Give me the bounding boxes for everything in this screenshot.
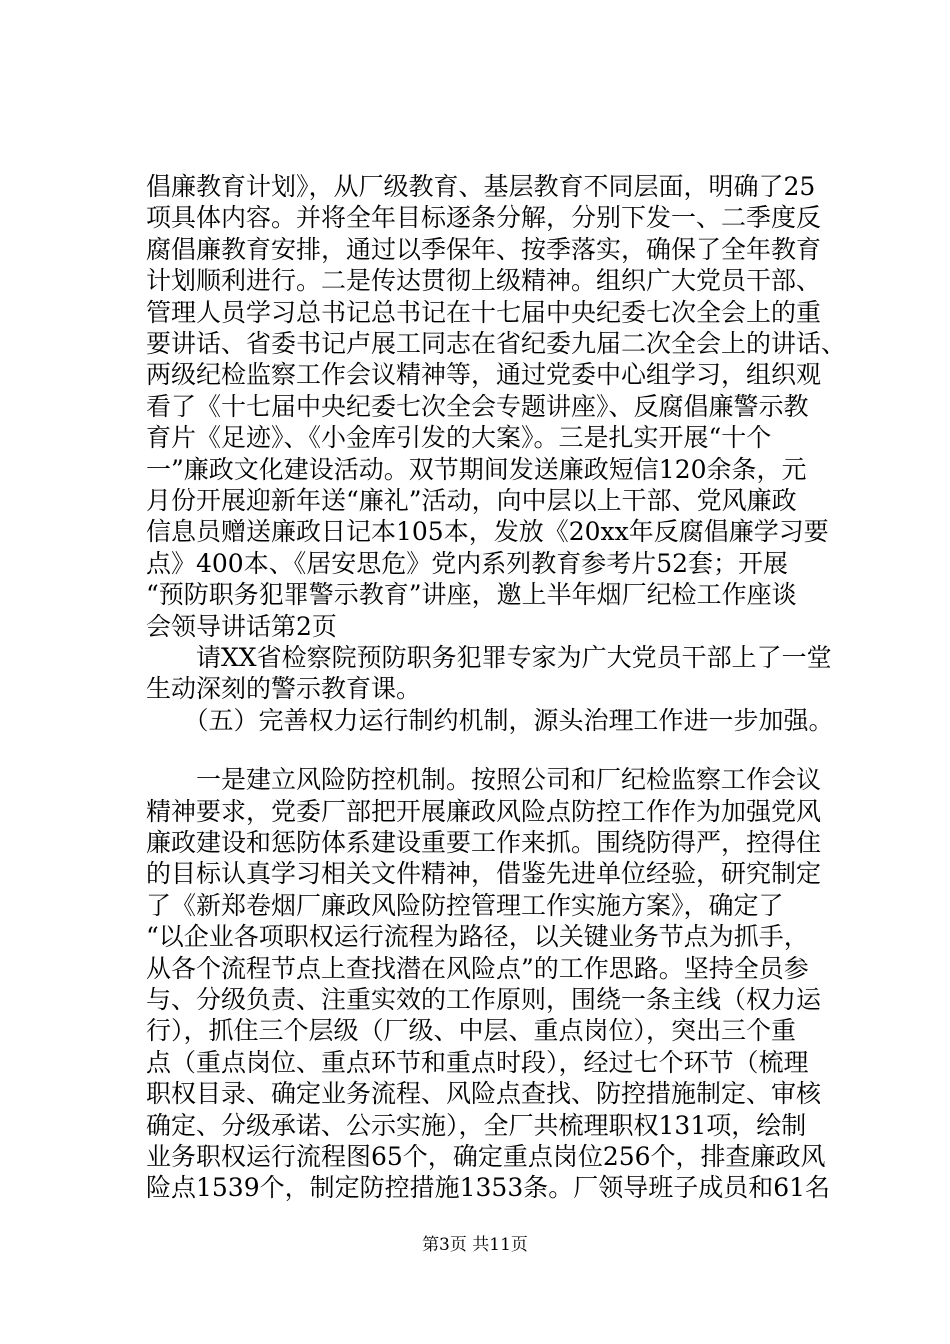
- text-line: 管理人员学习总书记总书记在十七届中央纪委七次全会上的重: [146, 298, 822, 327]
- text-line: 与、分级负责、注重实效的工作原则，围绕一条主线（权力运: [146, 985, 822, 1014]
- page-footer: 第3页 共11页: [422, 1235, 528, 1255]
- text-line: 行），抓住三个层级（厂级、中层、重点岗位），突出三个重: [146, 1016, 797, 1045]
- text-line: 要讲话、省委书记卢展工同志在省纪委九届二次全会上的讲话、: [146, 329, 847, 358]
- text-line: 确定、分级承诺、公示实施），全厂共梳理职权131项，绘制: [146, 1111, 807, 1140]
- text-line: 一”廉政文化建设活动。双节期间发送廉政短信120余条，元: [146, 455, 807, 484]
- text-line: “以企业各项职权运行流程为路径，以关键业务节点为抓手，: [146, 922, 809, 951]
- text-line: 请XX省检察院预防职务犯罪专家为广大党员干部上了一堂: [146, 643, 832, 672]
- section-heading: （五）完善权力运行制约机制，源头治理工作进一步加强。: [146, 706, 834, 735]
- text-line: “预防职务犯罪警示教育”讲座，邀上半年烟厂纪检工作座谈: [146, 580, 797, 609]
- text-line: 险点1539个，制定防控措施1353条。厂领导班子成员和61名: [146, 1173, 831, 1202]
- text-line: 看了《十七届中央纪委七次全会专题讲座》、反腐倡廉警示教: [146, 392, 809, 421]
- text-line: 点》400本、《居安思危》党内系列教育参考片52套；开展: [146, 549, 789, 578]
- text-line: 计划顺利进行。二是传达贯彻上级精神。组织广大党员干部、: [146, 266, 822, 295]
- text-line: 育片《足迹》、《小金库引发的大案》。三是扎实开展“十个: [146, 423, 772, 452]
- text-line: 精神要求，党委厂部把开展廉政风险点防控工作作为加强党风: [146, 797, 822, 826]
- text-line: 腐倡廉教育安排，通过以季保年、按季落实，确保了全年教育: [146, 235, 822, 264]
- text-line: 倡廉教育计划》，从厂级教育、基层教育不同层面，明确了25: [146, 172, 816, 201]
- text-line: 了《新郑卷烟厂廉政风险防控管理工作实施方案》，确定了: [146, 891, 784, 920]
- text-line: 信息员赠送廉政日记本105本，发放《20xx年反腐倡廉学习要: [146, 517, 829, 546]
- text-line: 点（重点岗位、重点环节和重点时段），经过七个环节（梳理: [146, 1048, 809, 1077]
- text-line: 项具体内容。并将全年目标逐条分解，分别下发一、二季度反: [146, 203, 822, 232]
- text-line: 两级纪检监察工作会议精神等，通过党委中心组学习，组织观: [146, 360, 822, 389]
- text-line: 一是建立风险防控机制。按照公司和厂纪检监察工作会议: [146, 765, 822, 794]
- text-line: 的目标认真学习相关文件精神，借鉴先进单位经验，研究制定: [146, 859, 822, 888]
- text-line: 从各个流程节点上查找潜在风险点”的工作思路。坚持全员参: [146, 954, 809, 983]
- text-line: 月份开展迎新年送“廉礼”活动，向中层以上干部、党风廉政: [146, 486, 797, 515]
- text-line: 业务职权运行流程图65个，确定重点岗位256个，排查廉政风: [146, 1142, 826, 1171]
- text-line: 职权目录、确定业务流程、风险点查找、防控措施制定、审核: [146, 1079, 822, 1108]
- text-line: 会领导讲话第2页: [146, 612, 337, 641]
- text-line: 生动深刻的警示教育课。: [146, 674, 422, 703]
- text-line: 廉政建设和惩防体系建设重要工作来抓。围绕防得严，控得住: [146, 828, 822, 857]
